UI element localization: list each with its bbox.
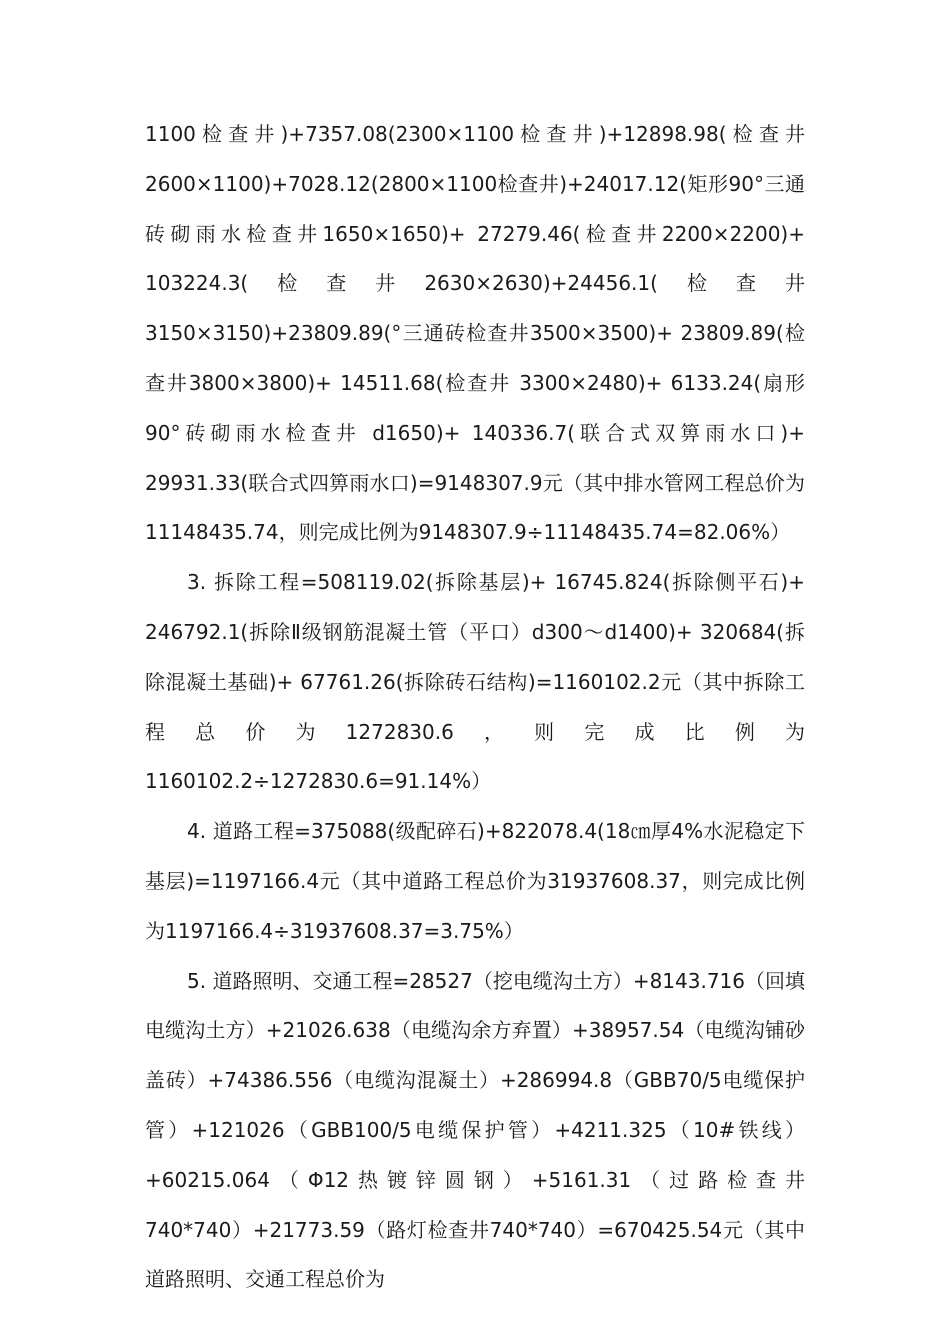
document-body <box>145 110 805 1305</box>
paragraph-lighting-traffic: 5. 道路照明、交通工程=28527（挖电缆沟土方）+8143.716（回填电缆沟土方）+21026.638（电缆沟余方弃置）+38957.54（电缆沟铺砂盖砖）+74386.556（电缆沟混凝土）+286994.8（GBB70/5电缆保护管）+121026（GBB100/5电缆保护管）+4211.325（10#铁线）+60215.064（Φ12热镀锌圆钢）+5161.31（过路检查井740*740）+21773.59（路灯检查井740*740）=670425.54元（其中道路照明、交通工程总价为 <box>145 968 806 1292</box>
paragraph-drainage-continued: 1100检查井)+7357.08(2300×1100检查井)+12898.98(检查井2600×1100)+7028.12(2800×1100检查井)+24017.12(矩形90°三通砖砌雨水检查井1650×1650)+ 27279.46(检查井2200×2200)+ 103224.3(检查井2630×2630)+24456.1(检查井3150×3150)+23809.89(°三通砖检查井3500×3500)+ 23809.89(检查井3800×3800)+ 14511.68(检查井 3300×2480)+ 6133.24(扇形 90°砖砌雨水检查井 d1650)+ 140336.7(联合式双箅雨水口)+ 29931.33(联合式四箅雨水口)=9148307.9元（其中排水管网工程总价为11148435.74，则完成比例为9148307.9÷11148435.74=82.06%） <box>145 122 805 545</box>
paragraph-road: 4. 道路工程=375088(级配碎石)+822078.4(18㎝厚4%水泥稳定下基层)=1197166.4元（其中道路工程总价为31937608.37，则完成比例为1197166.4÷31937608.37=3.75%） <box>145 819 805 943</box>
paragraph-demolition: 3. 拆除工程=508119.02(拆除基层)+ 16745.824(拆除侧平石)+ 246792.1(拆除Ⅱ级钢筋混凝土管（平口）d300～d1400)+ 320684(拆除混凝土基础)+ 67761.26(拆除砖石结构)=1160102.2元（其中拆除工程总价为1272830.6，则完成比例为1160102.2÷1272830.6=91.14%） <box>145 570 805 794</box>
